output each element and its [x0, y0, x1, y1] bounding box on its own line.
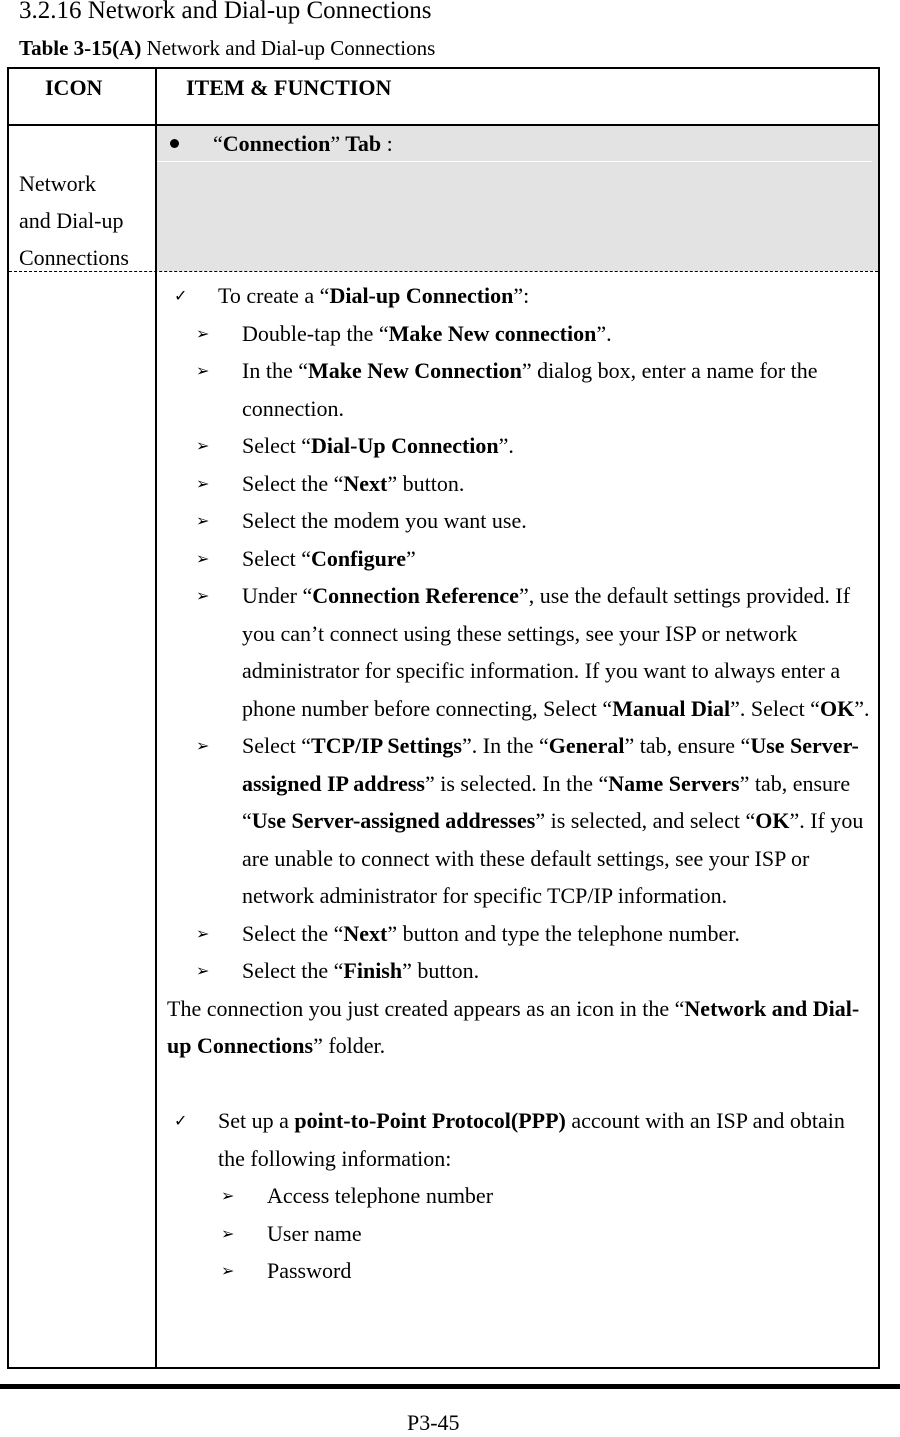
text: ” tab, ensure “ [624, 733, 751, 758]
text: Select “ [242, 733, 312, 758]
bold-text: Finish [343, 958, 403, 983]
arrow-bullet-icon: ➢ [196, 436, 210, 455]
bold-text: Use Server-assigned IP address [242, 733, 859, 796]
bold-text: Dial-Up Connection [311, 433, 499, 458]
dashed-divider [9, 271, 878, 272]
list-item [167, 1252, 872, 1290]
arrow-bullet-icon: ➢ [196, 473, 210, 493]
arrow-bullet-icon: ➢ [196, 736, 210, 755]
text: ”. [596, 320, 612, 346]
text: ”. In the “ [462, 733, 549, 758]
ppp-lead [167, 1102, 872, 1177]
bold-text: Dial-up Connection [329, 283, 514, 308]
text: Select “ [242, 545, 312, 571]
arrow-bullet-icon: ➢ [196, 361, 210, 380]
list-item [167, 315, 872, 353]
arrow-bullet-icon: ➢ [221, 1223, 235, 1243]
header-item-column: ITEM & FUNCTION [186, 75, 392, 100]
arrow-bullet-icon: ➢ [221, 1186, 235, 1205]
bold-text: Next [343, 470, 388, 496]
text: ” button. [402, 958, 480, 983]
bold-text: Use Server-assigned addresses [251, 808, 536, 833]
list-item [167, 427, 872, 465]
arrow-bullet-icon: ➢ [196, 548, 210, 568]
icon-label-line: Network [19, 171, 96, 196]
icon-cell [19, 165, 129, 276]
bold-text: Manual Dial [612, 695, 731, 721]
text: ”, use the default settings provided. If you can’t connect using these settings, see your ISP or network administrator for specific information. If you want to always enter a phone number before connecting, Select “ [242, 583, 851, 721]
text: The connection you just created appears as an icon in the “ [167, 995, 685, 1021]
arrow-bullet-icon: ➢ [196, 923, 210, 943]
text: Access telephone number [267, 1183, 494, 1208]
connection-tab-heading [170, 129, 393, 159]
text: account with an ISP and obtain the following information: [218, 1108, 845, 1171]
bold-text: Network and Dial-up Connections [167, 995, 860, 1058]
bold-text: OK [755, 808, 790, 833]
text: ”: [513, 283, 530, 308]
list-item [167, 915, 872, 953]
blank-line [167, 1065, 872, 1103]
text: Password [267, 1258, 352, 1283]
text: ” button and type the telephone number. [387, 920, 740, 946]
header-icon-column: ICON [45, 75, 103, 100]
arrow-bullet-icon: ➢ [221, 1261, 235, 1280]
arrow-bullet-icon: ➢ [196, 323, 210, 343]
text: ”. [854, 695, 870, 721]
bold-text: General [548, 733, 625, 758]
icon-label-line: and Dial-up [19, 208, 124, 233]
text: ” [405, 545, 416, 571]
text: ” button. [387, 470, 465, 496]
list-item [167, 727, 872, 915]
bold-text: Make New Connection [307, 358, 522, 383]
list-item [167, 465, 872, 503]
footer-rule [0, 1384, 900, 1389]
quote-close: ” [330, 131, 341, 156]
list-item [167, 540, 872, 578]
header-divider [9, 124, 878, 126]
bullet-dot-icon [170, 139, 179, 148]
bold-text: TCP/IP Settings [311, 733, 462, 758]
text: Select the modem you want use. [242, 508, 527, 533]
checkmark-icon: ✓ [174, 1111, 188, 1130]
page-number: P3-45 [407, 1410, 460, 1435]
bold-text: Name Servers [608, 770, 740, 796]
text: Select the “ [242, 470, 344, 496]
list-item [167, 952, 872, 990]
list-item [167, 1215, 872, 1253]
quote-open: “ [213, 131, 223, 156]
text: Under “ [242, 583, 313, 608]
bold-text: Next [343, 920, 388, 946]
text: User name [267, 1220, 362, 1246]
arrow-bullet-icon: ➢ [196, 961, 210, 980]
bold-text: Configure [311, 545, 406, 571]
tab-row-rule [157, 161, 872, 162]
text: In the “ [242, 358, 308, 383]
text: ” is selected, and select “ [535, 808, 756, 833]
text: Select the “ [242, 958, 344, 983]
list-item [167, 352, 872, 427]
text: ” is selected. In the “ [424, 770, 609, 796]
bold-text: point-to-Point Protocol(PPP) [294, 1108, 566, 1133]
network-dialup-table [7, 67, 880, 1369]
tab-name: Connection [222, 131, 331, 156]
text: To create a “ [218, 283, 330, 308]
text: ” tab, ensure “ [242, 770, 851, 833]
tab-colon: : [381, 131, 393, 156]
icon-label-line: Connections [19, 245, 129, 270]
section-title: 3.2.16 Network and Dial-up Connections [19, 0, 432, 24]
text: ”. If you are unable to connect with these default settings, see your ISP or network administrator for specific TCP/IP information. [242, 808, 864, 908]
arrow-bullet-icon: ➢ [196, 511, 210, 530]
checkmark-icon: ✓ [174, 286, 188, 305]
bold-text: OK [819, 695, 855, 721]
text: Double-tap the “ [242, 320, 389, 346]
result-paragraph [167, 990, 872, 1065]
text: Select “ [242, 433, 312, 458]
item-function-content [167, 277, 872, 1290]
tab-word: Tab [340, 131, 382, 156]
text: ”. Select “ [730, 695, 820, 721]
arrow-bullet-icon: ➢ [196, 586, 210, 605]
bold-text: Connection Reference [312, 583, 519, 608]
caption-text: Network and Dial-up Connections [141, 36, 436, 60]
text: ” dialog box, enter a name for the connection. [242, 358, 818, 421]
dialup-lead [167, 277, 872, 315]
list-item [167, 577, 872, 727]
text: ” folder. [313, 1033, 386, 1058]
column-divider [155, 69, 157, 1367]
text: Select the “ [242, 920, 344, 946]
caption-label: Table 3-15(A) [19, 36, 142, 60]
text: Set up a [218, 1108, 295, 1133]
bold-text: Make New connection [388, 320, 597, 346]
list-item [167, 502, 872, 540]
table-caption [19, 34, 435, 62]
list-item [167, 1177, 872, 1215]
text: ”. [498, 433, 514, 458]
